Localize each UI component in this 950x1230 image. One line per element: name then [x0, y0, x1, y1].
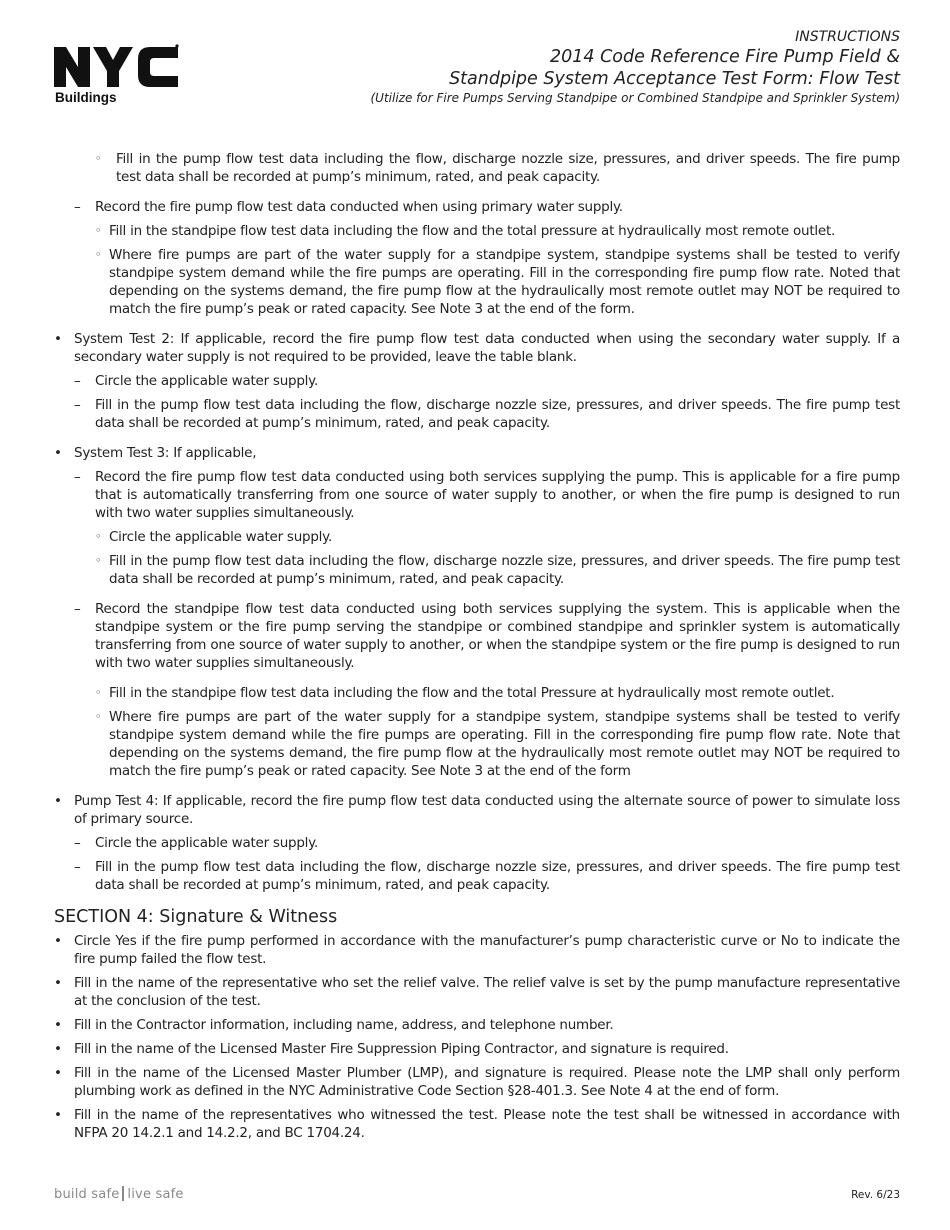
title-block [370, 29, 900, 106]
list-item: • System Test 3: If applicable, [54, 445, 257, 461]
list-item: ◦ Fill in the pump flow test data including the flow, discharge nozzle size, pressures, and driver speeds. The fire pump test data shall be recorded at pump’s minimum, rated, and peak capacity. [95, 553, 900, 587]
bullet-icon: • [54, 1017, 62, 1033]
bullet-icon: • [54, 975, 62, 991]
circle-bullet-icon: ◦ [95, 710, 102, 723]
slogan-right: live safe [127, 1187, 184, 1202]
bullet-icon: • [54, 793, 62, 809]
circle-bullet-icon: ◦ [95, 152, 102, 165]
dash-bullet-icon: – [74, 397, 81, 413]
nyc-logo-icon [54, 44, 180, 90]
dash-bullet-icon: – [74, 859, 81, 875]
list-item: ◦ Where fire pumps are part of the water supply for a standpipe system, standpipe systems shall be tested to verify standpipe system demand while the fire pumps are operating. Fill in the corresponding fire pump flow rate. Note that depending on the systems demand, the fire pump flow at the hydraulically most remote outlet may NOT be required to match the fire pump’s peak or rated capacity. See Note 3 at the end of the form [95, 709, 900, 779]
list-item: • Circle Yes if the fire pump performed in accordance with the manufacturer’s pump characteristic curve or No to indicate the fire pump failed the flow test. [54, 933, 900, 967]
dash-bullet-icon: – [74, 601, 81, 617]
form-subtitle: (Utilize for Fire Pumps Serving Standpipe or Combined Standpipe and Sprinkler System) [370, 91, 900, 105]
circle-bullet-icon: ◦ [95, 686, 102, 699]
page-header [0, 0, 950, 120]
bullet-icon: • [54, 933, 62, 949]
circle-bullet-icon: ◦ [95, 530, 102, 543]
revision-label: Rev. 6/23 [851, 1189, 900, 1201]
divider [122, 1186, 124, 1201]
list-item: • Fill in the name of the Licensed Master Plumber (LMP), and signature is required. Please note the LMP shall only perform plumbing work as defined in the NYC Administrative Code Section §28-401.3. See Note 4 at the end of form. [54, 1065, 900, 1099]
list-item: ◦ Circle the applicable water supply. [95, 529, 333, 545]
list-item: • Fill in the name of the representative who set the relief valve. The relief valve is set by the pump manufacture representative at the conclusion of the test. [54, 975, 900, 1009]
list-item: ◦ Fill in the pump flow test data including the flow, discharge nozzle size, pressures, and driver speeds. The fire pump test data shall be recorded at pump’s minimum, rated, and peak capacity. [95, 151, 900, 185]
logo-subtext: Buildings [55, 90, 117, 105]
list-item: – Record the standpipe flow test data conducted using both services supplying the system. This is applicable when the standpipe system or the fire pump serving the standpipe or combined standpipe and sprinkler system is automatically transferring from one source of water supply to another, or when the standpipe system or the fire pump is designed to run with two water supplies simultaneously. [74, 601, 900, 671]
list-item: • Pump Test 4: If applicable, record the fire pump flow test data conducted using the alternate source of power to simulate loss of primary source. [54, 793, 900, 827]
bullet-icon: • [54, 331, 62, 347]
list-item: ◦ Fill in the standpipe flow test data including the flow and the total pressure at hydraulically most remote outlet. [95, 223, 836, 239]
list-item: – Record the fire pump flow test data conducted when using primary water supply. [74, 199, 623, 215]
list-item: ◦ Fill in the standpipe flow test data including the flow and the total Pressure at hydraulically most remote outlet. [95, 685, 835, 701]
bullet-icon: • [54, 1065, 62, 1081]
form-title-line1: 2014 Code Reference Fire Pump Field & [549, 47, 900, 67]
circle-bullet-icon: ◦ [95, 248, 102, 261]
form-title-line2: Standpipe System Acceptance Test Form: Flow Test [449, 69, 900, 89]
list-item: • Fill in the Contractor information, including name, address, and telephone number. [54, 1017, 614, 1033]
slogan-left: build safe [54, 1187, 120, 1202]
list-item: – Fill in the pump flow test data including the flow, discharge nozzle size, pressures, and driver speeds. The fire pump test data shall be recorded at pump’s minimum, rated, and peak capacity. [74, 397, 900, 431]
circle-bullet-icon: ◦ [95, 224, 102, 237]
nyc-buildings-logo [54, 44, 184, 108]
list-item: – Circle the applicable water supply. [74, 835, 319, 851]
circle-bullet-icon: ◦ [95, 554, 102, 567]
list-item: – Record the fire pump flow test data conducted using both services supplying the pump. This is applicable for a fire pump that is automatically transferring from one source of water supply to another, or when the fire pump is designed to run with two water supplies simultaneously. [74, 469, 900, 521]
dash-bullet-icon: – [74, 199, 81, 215]
bullet-icon: • [54, 445, 62, 461]
dash-bullet-icon: – [74, 835, 81, 851]
bullet-icon: • [54, 1107, 62, 1123]
dash-bullet-icon: – [74, 373, 81, 389]
instructions-body [54, 150, 900, 1148]
dash-bullet-icon: – [74, 469, 81, 485]
list-item: • Fill in the name of the representatives who witnessed the test. Please note the test shall be witnessed in accordance with NFPA 20 14.2.1 and 14.2.2, and BC 1704.24. [54, 1107, 900, 1141]
section-4-title: SECTION 4: Signature & Witness [54, 907, 338, 927]
list-item: • Fill in the name of the Licensed Master Fire Suppression Piping Contractor, and signature is required. [54, 1041, 729, 1057]
list-item: • System Test 2: If applicable, record the fire pump flow test data conducted when using the secondary water supply. If a secondary water supply is not required to be provided, leave the table blank. [54, 331, 900, 365]
header-label: INSTRUCTIONS [795, 29, 900, 45]
list-item: ◦ Where fire pumps are part of the water supply for a standpipe system, standpipe systems shall be tested to verify standpipe system demand while the fire pumps are operating. Fill in the corresponding fire pump flow rate. Noted that depending on the systems demand, the fire pump flow at the hydraulically most remote outlet may NOT be required to match the fire pump’s peak or rated capacity. See Note 3 at the end of the form. [95, 247, 900, 317]
footer-slogan [54, 1186, 184, 1202]
bullet-icon: • [54, 1041, 62, 1057]
list-item: – Circle the applicable water supply. [74, 373, 319, 389]
list-item: – Fill in the pump flow test data including the flow, discharge nozzle size, pressures, and driver speeds. The fire pump test data shall be recorded at pump’s minimum, rated, and peak capacity. [74, 859, 900, 893]
